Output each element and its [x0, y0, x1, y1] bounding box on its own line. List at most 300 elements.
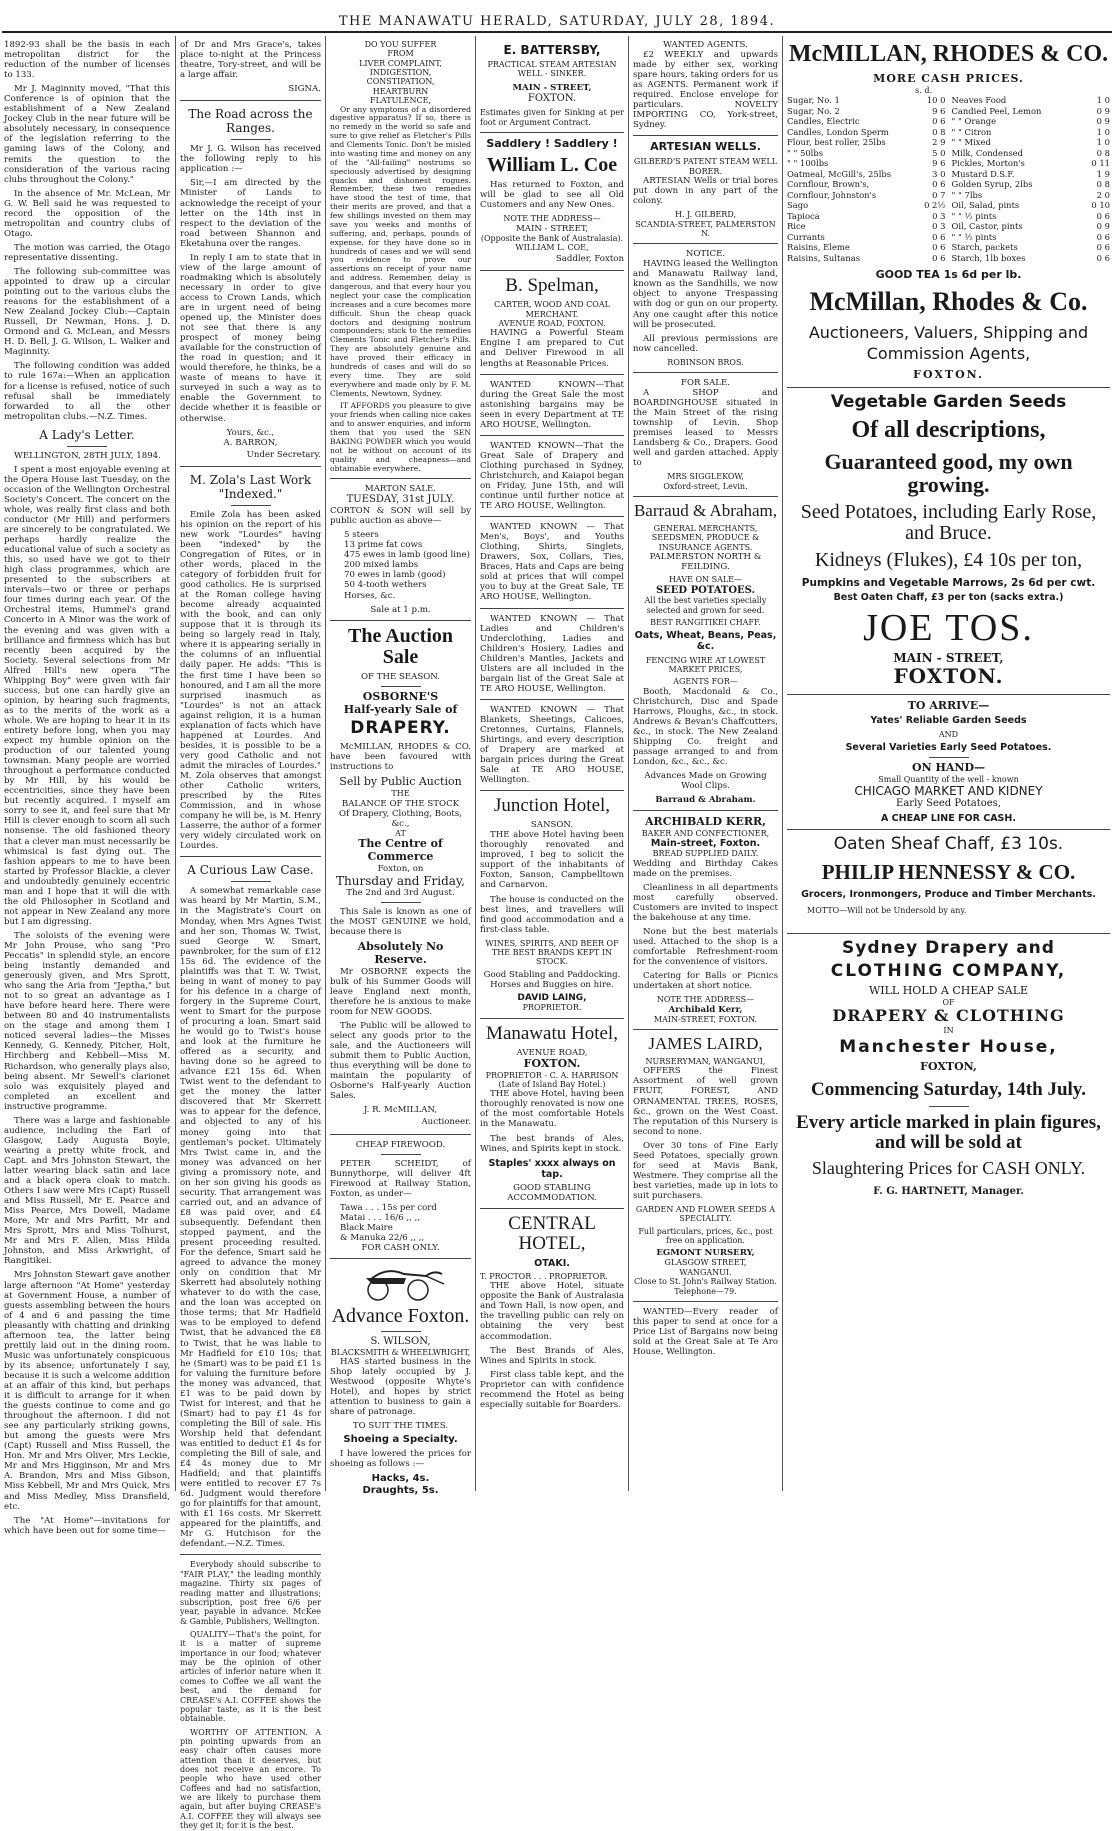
price-row: Starch, packets 0 6 [951, 242, 1110, 253]
divider [330, 1258, 471, 1259]
list-item: Horses, &c. [344, 590, 396, 601]
paragraph: Mr J. G. Wilson has received the following reply to his application :— [180, 144, 321, 175]
divider [231, 139, 271, 140]
ad-heading: JAMES LAIRD, [648, 1034, 763, 1054]
ad-date: TUESDAY, 31st JULY. [346, 494, 455, 506]
divider [231, 881, 271, 882]
ad-line: TO ARRIVE— [907, 698, 990, 712]
ad-heading: Manawatu Hotel, [486, 1022, 618, 1044]
price-row: " " 50lbs 5 0 [787, 147, 946, 158]
divider [330, 478, 471, 479]
ad-line: Close to St. John's Railway Station. [634, 1277, 777, 1287]
ad-line: Sell by Public Auction [339, 775, 462, 789]
list-item: & Manuka 22/6 ,, ,, [340, 1232, 425, 1243]
ad-line: AT [395, 828, 406, 838]
price-row: Candles, Electric 0 6 [787, 116, 946, 127]
ad-line: NURSERYMAN, WANGANUI, [645, 1057, 766, 1066]
ad-body: WANTED KNOWN — That Men's, Boys', and Youths Clothing, Shirts, Singlets, Drawers, Sox, Collars, Ties, Braces, Hats and Caps are being sold at prices that will compel you to buy at the Great Sale, TE ARO HOUSE, Wellington. [480, 522, 624, 603]
ad-body: The best brands of Ales, Wines, and Spirits kept in stock. [480, 1133, 624, 1154]
paragraph: Emile Zola has been asked his opinion on the report of his new work "Lourdes" having been "indexed" by the Congregation of Rites, or in other words, placed in the category of forbidden fruit for good catholics. He is surprised at the Roman college having become already acquainted with the book, and can only suppose that it is through its being so largely read in Italy, where it is appearing serially in the columns of an influential daily paper. He adds: "This is the first time I have been so honoured, and I am all the more surprised inasmuch as "Lourdes" is not an attack against religion, it is a human explanation of facts which have happened at Lourdes. And besides, it is possible to be a very good Catholic and not admit the miracles of Lourdes." M. Zola observes that amongst other Catholic writers, prescribed by the Rites Commission, and in whose company he will be, is M. Henry Lasserre, the author of a former very widely circulated work on Lourdes. [180, 509, 321, 852]
ad-line: FOXTON. [523, 1056, 581, 1070]
signature: H. J. GILBERD, [674, 210, 736, 220]
price-row: " " ½ pints 0 6 [951, 210, 1110, 221]
ad-body: CORTON & SON will sell by public auction as above— [330, 506, 471, 527]
ad-body: This Sale is known as one of the MOST GENUINE we hold, because there is [330, 906, 471, 938]
price-row: Cornflour, Brown's, 0 6 [787, 179, 946, 190]
ad-body: Wedding and Birthday Cakes made on the premises. [633, 858, 778, 879]
ad-line: GENERAL MERCHANTS, SEEDSMEN, PRODUCE & INSURANCE AGENTS. [651, 524, 760, 552]
ad-heading: McMillan, Rhodes & Co. [809, 287, 1088, 317]
column-divider [782, 36, 783, 1491]
ad-heading: Seed Potatoes, including Early Rose, and Bruce. [800, 500, 1097, 544]
price-row: Oil, Castor, pints 0 9 [951, 221, 1110, 232]
ad-line: Several Varieties Early Seed Potatoes. [845, 741, 1052, 753]
ad-line: FOXTON. [527, 92, 577, 104]
signature: SIGNA. [288, 84, 321, 95]
divider [231, 505, 271, 506]
ad-line: MAIN - STREET, [512, 82, 592, 93]
ad-line: GOOD TEA 1s 6d per lb. [875, 268, 1022, 282]
ad-line: GOOD STABLING ACCOMMODATION. [507, 1182, 597, 1203]
price-row: " " 7lbs 2 0 [951, 189, 1110, 200]
ad-heading: Junction Hotel, [493, 795, 611, 817]
ad-line: SEED POTATOES. [655, 584, 756, 596]
ad-body: WANTED KNOWN — That Blankets, Sheetings, Calicoes, Cretonnes, Curtains, Flannels, Shirtings, and every description of Drapery are marked at bargain prices during the Great Sale at TE ARO HOUSE, Wellington. [480, 704, 624, 786]
paragraph: The motion was carried, the Otago representative dissenting. [4, 242, 170, 263]
ad-body: HAVING leased the Wellington and Manawatu Railway land, known as the Sandhills, we now object to anyone Trespassing with dog or gun on our property. Any one caught after this notice will be prosecuted. [633, 259, 778, 330]
ad-line: FOR CASH ONLY. [361, 1242, 440, 1253]
paragraph: I spent a most enjoyable evening at the Opera House last Tuesday, on the occasion of the Wellington Orchestral Society's Concert. The concert on the whole, was really first class and both conductor (Mr Hill) and performers are sincerely to be congratulated. We perhaps hardly realize the educational value of such a society as this, so used have we got to their high class programmes, which are presented to the subscribers at intervals—two or three or perhaps four times during each year. Of the Orchestral items, Hummel's grand Concerto in A Minor was the work of the evening and was given with a brilliance and firmness which has but recently been acquired by the Society. Several selections from Mr Alfred Hill's new opera "The Whipping Boy" were given with fair success, but one can hardly give an opinion, by hearing such fragments, as to the merits of the work as a whole. We are hoping to hear it in its entirety before long, when you may expect my humble opinion on the production of our talented young townsman. Many people are worried throughout a performance conducted by Mr Hill, by his would be eccentricities, since they have been but recently acquired. I myself am sorry to see it, and feel sure that Mr Hill is clever enough to scorn all such nonsense. The old fashioned theory that a clever man must necessarily be whimsical is fast dying out. The fashion appears to me to have been started by Professor Blackie, a clever and undoubtedly genuinely eccentric man and I hope that it will die with the old Philosopher in Scotland and not appear in New Zealand any more but I am digressing. [4, 464, 170, 927]
ad-body: The Best Brands of Ales, Wines and Spirits in stock. [480, 1345, 624, 1366]
ad-heading: Guaranteed good, my own growing. [824, 448, 1073, 497]
divider [633, 496, 778, 497]
ad-heading: E. BATTERSBY, [503, 43, 601, 57]
price-row: Sugar, No. 1 10 0 [787, 95, 946, 106]
divider [480, 1018, 624, 1019]
divider [787, 829, 1110, 830]
price-row: Cornflour, Johnston's 0 7 [787, 189, 946, 200]
ad-heading: FOR SALE. [680, 378, 730, 389]
price-row: Sugar, No. 2 9 6 [787, 105, 946, 116]
ad-line: Good Stabling and Paddocking. [483, 969, 621, 980]
divider [381, 902, 421, 903]
ad-heading: PHILIP HENNESSY & CO. [821, 859, 1076, 884]
ad-heading: DRAPERY. [350, 718, 451, 739]
ad-line: PRACTICAL STEAM ARTESIAN WELL - SINKER. [487, 60, 617, 79]
divider [381, 686, 421, 687]
signature: Oxford-street, Levin. [663, 481, 748, 491]
ad-body: WANTED KNOWN — That Ladies and Children's Underclothing, Ladies and Children's Hosiery, Ladies and Children's Mantles, Jackets and Ulsters are all included in the bargain list of the Great Sale at TE ARO HOUSE, Wellington. [480, 613, 624, 694]
ad-line: MAIN - STREET, [893, 651, 1004, 666]
ad-line: WANGANUI. [679, 1267, 732, 1277]
divider [180, 466, 321, 467]
signature: MRS SIGGLEKOW, [667, 472, 744, 482]
ad-line: EGMONT NURSERY, [656, 1248, 755, 1259]
ad-line: DO YOU SUFFER [364, 40, 437, 49]
ad-line: Foxton, on [377, 863, 424, 874]
divider [480, 270, 624, 271]
ad-body: IT AFFORDS you pleasure to give your friends when calling nice cakes and to answer enquiries, and inform them that you used the SEN BAKING POWDER which you would not be without on account of its quality and cheapness—and obtainable everywhere. [330, 401, 471, 473]
list-item: 475 ewes in lamb (good line) [344, 550, 470, 561]
paragraph: 1892-93 shall be the basis in each metropolitan district for the reduction of the number of licenses to 133. [4, 40, 170, 81]
signature: Under Secretary. [246, 449, 321, 460]
ad-body: £2 WEEKLY and upwards made by either sex, working spare hours, taking orders for us as AGENTS. Permanent work if required. Enclose envelope for particulars. NOVELTY IMPORTING CO, York-street, Sydney. [633, 50, 778, 131]
ad-heading: Barraud & Abraham, [633, 501, 778, 521]
paragraph: Sir,—I am directed by the Minister of Lands to acknowledge the receipt of your letter on the 14th inst in respect to the deviation of the road between Shannon and Eketahuna over the ranges. [180, 178, 321, 249]
ad-body: Has returned to Foxton, and will be glad to see all Old Customers and any New Ones. [480, 180, 624, 211]
ad-line: MAIN - STREET, [515, 223, 589, 234]
ad-heading: Every article marked in plain figures, and will be sold at [796, 1112, 1101, 1154]
ad-line: T. PROCTOR . . . PROPRIETOR. [480, 1271, 608, 1281]
ad-heading: ARCHIBALD KERR, [645, 815, 766, 829]
price-row: Golden Syrup, 2lbs 0 8 [951, 179, 1110, 190]
ad-heading: Of all descriptions, [851, 417, 1046, 444]
ad-line: INDIGESTION, [369, 68, 432, 78]
ad-line: BALANCE OF THE STOCK [341, 798, 460, 809]
ad-heading: JOE TOS. [863, 607, 1034, 650]
ad-line: OSBORNE'S [362, 689, 439, 703]
paragraph: The soloists of the evening were Mr John Prouse, who sang "Pro Peccatis" in splendid style, an encore being instantly demanded and generously given, and Mrs Sprott, who sang the Aria from "Jeptha," but not to so great an advantage as I have before heard here. There were between 80 and 40 instrumentalists on the stage and among them I noticed several ladies—the Misses Kennedy, G. Kennedy, Pitcher, Holt, Hirchberg and Kebbell—Miss M. Richardson, who generally plays also, being absent. Mr Sewell's clarionet solo was exquisitely played and completed an excellent and instructive programme. [4, 930, 170, 1112]
price-row: Flour, best roller, 25lbs 2 9 [787, 137, 946, 148]
ad-line: Staples' xxxx always on tap. [488, 1157, 616, 1180]
paragraph: In the absence of Mr. McLean, Mr G. W. Bell said he was requested to record the opposition of the metropolitan and country clubs of Otago. [4, 188, 170, 239]
ad-line: NOTE THE ADDRESS— [656, 995, 755, 1005]
ad-line: Auctioneers, Valuers, Shipping and Commission Agents, [808, 322, 1089, 364]
ad-line: BREAD SUPPLIED DAILY. [652, 849, 759, 859]
paragraph: QUALITY—That's the point, for it is a matter of supreme importance in our food; whatever may be the opinion of other articles of inferior nature when it comes to Coffee we all want the best, and the demand for CREASE's A.I. COFFEE shows the popular taste, as it is the best obtainable. [180, 1630, 321, 1724]
ad-body: I have lowered the prices for shoeing as follows :— [330, 1449, 471, 1470]
ad-line: The Centre of Commerce [358, 837, 443, 863]
list-item: 13 prime fat cows [344, 540, 423, 551]
divider [330, 620, 471, 621]
signature: Auctioneer. [421, 1117, 471, 1128]
price-row: " " ½ pints 0 6 [951, 231, 1110, 242]
ad-line: All the best varieties specially selected and grown for seed. [644, 596, 767, 615]
ad-line: MOTTO—Will not be Undersold by any. [807, 906, 967, 916]
ad-line: CHICAGO MARKET AND KIDNEY [854, 784, 1043, 799]
ad-line: GLASGOW STREET, [664, 1258, 747, 1268]
divider [180, 1554, 321, 1555]
ad-body: Catering for Balls or Picnics undertaken at short notice. [633, 971, 778, 992]
column-divider [175, 36, 176, 1491]
ad-heading: Slaughtering Prices for CASH ONLY. [811, 1158, 1086, 1179]
price-list [330, 1203, 471, 1243]
signature: DAVID LAING, [517, 992, 587, 1003]
list-item: 5 steers [344, 530, 379, 541]
divider [480, 516, 624, 517]
divider [929, 757, 969, 758]
price-row: Mustard D.S.F. 1 9 [951, 168, 1110, 179]
divider [633, 810, 778, 811]
ad-heading: WANTED AGENTS. [663, 40, 748, 50]
ad-line: Yates' Reliable Garden Seeds [870, 715, 1027, 727]
divider [480, 374, 624, 375]
price-row: " " Citron 1 0 [951, 126, 1110, 137]
carriage-illustration [356, 1264, 446, 1302]
column-1 [4, 40, 170, 1536]
ad-line: MORE CASH PRICES. [873, 72, 1024, 86]
ad-line: PROPRIETOR - C. A. HARRISON [485, 1070, 619, 1080]
column-divider [325, 36, 326, 1491]
divider [633, 372, 778, 373]
article-heading: A Curious Law Case. [187, 863, 314, 878]
livestock-list [330, 530, 471, 600]
ad-heading: NOTICE. [685, 249, 726, 260]
ad-line: WINES, SPIRITS, AND BEER OF THE BEST BRANDS KEPT IN STOCK. [485, 938, 619, 967]
ad-heading: DRAPERY & CLOTHING [832, 1006, 1065, 1026]
ad-line: Of Drapery, Clothing, Boots, &c., [339, 808, 462, 829]
ad-line: GILBERD'S PATENT STEAM WELL BORER. [633, 157, 778, 176]
price-table [787, 95, 1110, 263]
signature: ROBINSON BROS. [667, 357, 744, 367]
divider [787, 933, 1110, 934]
price-row: " " Mixed 1 0 [951, 137, 1110, 148]
ad-line: Small Quantity of the well - known [878, 774, 1019, 784]
ad-line: Full particulars, prices, &c., post free on application. [638, 1226, 773, 1246]
ad-line: Sale at 1 p.m. [370, 604, 431, 615]
divider [480, 1208, 624, 1209]
ad-line: HEARTBURN [372, 86, 429, 96]
divider [633, 135, 778, 136]
price-row: Raisins, Sultanas 0 6 [787, 252, 946, 263]
dateline: WELLINGTON, 28TH JULY, 1894. [14, 450, 161, 461]
signature: J. R. McMILLAN, [363, 1105, 438, 1116]
price-row: Candles, London Sperm 0 8 [787, 126, 946, 137]
signature: Barraud & Abraham. [655, 795, 756, 806]
ad-line: Draughts, 5s. [362, 1484, 439, 1496]
ad-heading: CHEAP FIREWOOD. [355, 1139, 446, 1150]
ad-body: THE above Hotel, situate opposite the Bank of Australasia and Town Hall, is now open, and the travelling public can rely on obtaining the very best accommodation. [480, 1281, 624, 1342]
column-4 [480, 40, 624, 1490]
list-item: Tawa . . . 15s per cord [340, 1202, 437, 1213]
ad-heading: Kidneys (Flukes), £4 10s per ton, [814, 548, 1083, 571]
signature: PROPRIETOR. [522, 1003, 582, 1013]
divider [480, 435, 624, 436]
ad-line: THE [391, 789, 410, 799]
ad-line: NOTE THE ADDRESS— [503, 214, 601, 224]
paragraph: of Dr and Mrs Grace's, takes place to-night at the Princess theatre, Tory-street, and will be a large affair. [180, 40, 321, 81]
ad-line: Telephone—79. [674, 1286, 737, 1296]
divider [480, 608, 624, 609]
ad-line: FOXTON, [920, 1060, 977, 1074]
list-item: Matai . . . 16/6 ,, ,, [340, 1212, 421, 1223]
ad-heading: Sydney Drapery and [842, 938, 1055, 959]
ad-line: Advances Made on Growing Wool Clips. [644, 771, 767, 792]
ad-line: WILL HOLD A CHEAP SALE [868, 984, 1029, 998]
column-5 [633, 40, 778, 1490]
signature: F. G. HARTNETT, Manager. [873, 1185, 1024, 1197]
ad-body: WANTED KNOWN—That during the Great Sale the most astonishing bargains may be seen in every Department at TE ARO HOUSE, Wellington. [480, 379, 624, 430]
ad-body: The house is conducted on the best lines, and travellers will find good accommodation and a first-class table. [480, 894, 624, 935]
ad-line: HAVE ON SALE— [668, 575, 743, 585]
ad-line: SANSON. [530, 820, 574, 831]
masthead [0, 0, 1114, 34]
ad-body: A SHOP and BOARDINGHOUSE situated in the Main Street of the rising township of Levin. Shop premises leased to Messrs Landsberg & Co., Drapers. Good well and garden attached. Apply to [633, 388, 778, 469]
ad-line: GARDEN AND FLOWER SEEDS A SPECIALITY. [635, 1204, 776, 1224]
column-6 [787, 40, 1110, 1490]
ad-line: FOXTON. [913, 367, 984, 381]
divider [633, 1029, 778, 1030]
divider [480, 790, 624, 791]
ad-line: (Opposite the Bank of Australasia). [480, 233, 624, 243]
ad-line: OF [942, 998, 955, 1008]
ad-heading: Vegetable Garden Seeds [830, 391, 1067, 412]
ad-line: ON HAND— [912, 761, 985, 774]
article-heading: A Lady's Letter. [39, 427, 135, 442]
ad-line: AGENTS FOR— [673, 677, 738, 687]
ad-heading: The Auction Sale [347, 624, 454, 668]
price-row: " " 100lbs 9 6 [787, 158, 946, 169]
list-item: 50 4-tooth wethers [344, 580, 427, 591]
ad-heading: Saddlery ! Saddlery ! [486, 137, 618, 151]
article-heading: The Road across the Ranges. [188, 107, 313, 136]
ad-line: LIVER COMPLAINT, [359, 58, 442, 68]
ad-heading: Commencing Saturday, 14th July. [810, 1079, 1086, 1101]
ad-line: Early Seed Potatoes, [896, 798, 1001, 810]
signature: A. BARRON, [223, 437, 278, 448]
ad-line: The 2nd and 3rd August. [346, 887, 455, 898]
divider [330, 1134, 471, 1135]
ad-line: BEST RANGITIKEI CHAFF. [650, 617, 761, 627]
price-column-left [787, 95, 946, 263]
ad-body: PETER SCHEIDT, of Bunnythorpe, will deliver 4ft Firewood at Railway Station, Foxton, as under— [330, 1158, 471, 1199]
ad-body: HAVING a Powerful Steam Engine I am prepared to Cut and Deliver Firewood in all lengths at Reasonable Prices. [480, 328, 624, 369]
paragraph: The "At Home"—invitations for which have been out for some time— [4, 1515, 170, 1536]
price-row: Rice 0 3 [787, 221, 946, 232]
ad-line: IN [943, 1026, 954, 1036]
price-row: Raisins, Eleme 0 6 [787, 242, 946, 253]
signature: Yours, &c., [226, 427, 275, 438]
paragraph: Mr J. Maginnity moved, "That this Conference is of opinion that the establishment of a New Zealand Jockey Club in the near future will be absolutely necessary, in consequence of the legislation referring to the gaming laws of the Colony, and remits the question to the consideration of the various racing clubs throughout the Colony." [4, 84, 170, 185]
price-row: Candied Peel, Lemon 0 9 [951, 105, 1110, 116]
ad-line: Shoeing a Specialty. [343, 1434, 458, 1446]
ad-line: TO SUIT THE TIMES. [352, 1421, 449, 1432]
ad-line: CARTER, WOOD AND COAL MERCHANT. [494, 300, 610, 319]
list-item: 70 ewes in lamb (good) [344, 570, 446, 581]
divider [180, 856, 321, 857]
signature: Saddler, Foxton [555, 254, 624, 265]
paragraph: The following condition was added to rule 167a:—When an application for a license is refused, notice of such refusal shall be immediately forwarded to all the other metropolitan clubs.—N.Z. Times. [4, 361, 170, 422]
ad-body: WANTED KNOWN—That the Great Sale of Drapery and Clothing purchased in Sydney, Christchurch, and Kaiapoi began on Friday, June 15th, and will continue until further notice at TE ARO HOUSE, Wellington. [480, 440, 624, 512]
ad-line: Oats, Wheat, Beans, Peas, &c. [634, 630, 777, 653]
price-row: Pickles, Morton's 0 11 [951, 158, 1110, 169]
masthead-title: THE MANAWATU HERALD, SATURDAY, JULY 28, 1894. [338, 14, 776, 29]
article-heading: M. Zola's Last Work "Indexed." [189, 472, 312, 501]
ad-body: OFFERS the Finest Assortment of well grown FRUIT, FOREST, AND ORNAMENTAL TREES, ROSES, &c., grown on the West Coast. The reputation of this Nursery is second to none. [633, 1066, 778, 1137]
ad-line: CONSTIPATION, [366, 77, 435, 87]
divider [480, 132, 624, 133]
ad-line: AVENUE ROAD, FOXTON. [498, 319, 606, 329]
column-divider [475, 36, 476, 1491]
ad-body: The Public will be allowed to select any goods prior to the sale, and the Auctioneers will submit them to Public Auction, thus everything will be done to maintain the popularity of Osborne's Half-yearly Auction Sales. [330, 1021, 471, 1102]
ad-heading: MARTON SALE. [364, 484, 437, 495]
ad-body: First class table kept, and the Proprietor can with confidence recommend the Hotel as being especially suitable for Boarders. [480, 1369, 624, 1410]
ad-heading: CLOTHING COMPANY, [830, 961, 1067, 982]
price-row: Starch, 1lb boxes 0 6 [951, 252, 1110, 263]
ad-heading: B. Spelman, [505, 275, 599, 297]
ad-line: BLACKSMITH & WHEELWRIGHT, [330, 1347, 471, 1357]
ad-body: Or any symptoms of a disordered digestive apparatus? If so, there is no remedy in the world so safe and sure to give relief as Fletcher's Pills and Clements Tonic. Don't be misled into wasting time and money on any of the "All-failing" nostrums so speciously advertised by designing quacks and dishonest rogues. Remember, these two remedies have stood the test of time, that their merits are proved, and that a few shillings invested on them may save you weeks and months of suffering, and, perhaps, pounds of expense, for they have done so in hundreds of cases and we will send you evidence to prove our assertions on receipt of your name and address. Remember, delay is dangerous, and that every hour you neglect your case the complication increases and a cure becomes more difficult. Shun the cheap quack doctors and designing nostrum compounders; stick to the remedies Clements Tonic and Fletcher's Pills. They are absolutely genuine and have proved their efficacy in hundreds of cases and will do so every time. They are sold everywhere and made only by F. M. Clements, Newtown, Sydney. [330, 104, 472, 398]
ad-body: Estimates given for Sinking at per foot or Argument Contract. [480, 108, 624, 127]
paragraph: There was a large and fashionable audience, including the Earl of Glasgow, Lady Augusta Boyle, wearing a pretty white frock, and Capt. and Mrs Johnston Stewart, the latter wearing black satin and lace and a black opera cloak to match. Others I saw were Mrs (Capt) Russell and Miss Russell, Mr E. Pearce and Miss Pearce, Mrs Dowell, Madame More, Mr and Mrs Parfitt, Mr and Mrs Sprott, Mrs and Miss Tolhurst, Mr and Mrs F. Allen, Miss Hilda Johnston, and Miss Arkwright, of Rangitikei. [4, 1115, 170, 1267]
ad-body: THE above Hotel having been thoroughly renovated and improved, I beg to solicit the support of the inhabitants of Foxton, Sanson, Campbelltown and Carnarvon. [480, 830, 624, 891]
divider [67, 446, 107, 447]
ad-line: FOXTON. [893, 664, 1004, 689]
price-row: Milk, Condensed 0 8 [951, 147, 1110, 158]
ad-body: WANTED—Every reader of this paper to send at once for a Price List of Bargains now being sold at the Great Sale at Te Aro House, Wellington. [633, 1306, 778, 1358]
ad-heading: McMILLAN, RHODES & CO. [788, 41, 1109, 67]
ad-line: Absolutely No Reserve. [357, 940, 444, 966]
paragraph: Everybody should subscribe to "FAIR PLAY," the leading monthly magazine. Thirty six pages of reading matter and illustrations; subscription, post free 6/6 per year, payable in advance. McKee & Gamble, Publishers, Wellington. [180, 1560, 321, 1626]
ad-body: McMILLAN, RHODES & CO. have been favoured with instructions to [330, 742, 471, 773]
ad-line: Main-street, Foxton. [650, 838, 761, 850]
paragraph: A somewhat remarkable case was heard by Mr Martin, S.M., in the Magistrate's Court on Monday, when Mrs Agnes Twist and her son, Thomas W. Twist, sued George W. Smart, pawnbroker, for the sum of £12 15s 6d. The evidence of the plaintiffs was that T. W. Twist, being in want of money to pay for his defence in a charge of forgery in the Supreme Court, went to Smart for the purpose of procuring a loan. Smart said he would go to Twist's house and look at the furniture he offered as a security, and having done so he agreed to advance £21 15s 6d. When Twist went to the defendant to get the money the latter discovered that Mr Skerrett was to appear for the defence, and objected to any of his money going into that gentleman's pocket. Ultimately Mrs Twist came in, and the money was advanced on her giving a promissory note, and on her son giving his goods as security. That arrangement was carried out, and an advance of £8 was paid over, and £4 subsequently. Defendant then stopped payment, and the present proceeding resulted. For the defence, Smart said he agreed to advance the money only on condition that Mr Skerrett had absolutely nothing whatever to do with the case, and the loan was accepted on those terms; that Mr Hadfield was to be employed to defend Twist, that he advanced the £8 to Twist, that he was liable to Mr Hadfield for £10 10s; that he (Smart) was to be paid £1 1s for valuing the furniture before the money was advanced, that £1 was to be paid down by Twist for interest, and that he (Smart) had to pay £1 4s for completing the Bill of sale. His Worship held that defendant was entitled to deduct £1 4s for completing the Bill of sale, and £4 4s money due to Mr Hadfield; and that plaintiffs were entitled to recover £7 7s 6d. Judgment would therefore go for plaintiffs for that amount, with £1 16s costs. Mr Skerrett appeared for the plaintiffs, and Mr G. Hutchison for the defendant.—N.Z. Times. [180, 886, 321, 1550]
price-row: Oatmeal, McGill's, 25lbs 3 0 [787, 168, 946, 179]
ad-body: Booth, Macdonald & Co., Christchurch, Disc and Spade Harrows, Ploughs, &c., in stock. Andrews & Bevan's Chaffcutters, &c., in stock. The New Zealand Shipping Co. freight and passage arranged to and from London, &c., &c., &c. [633, 686, 778, 767]
masthead-rule [2, 31, 1112, 33]
ad-body: Cleanliness in all departments most carefully observed. Customers are invited to inspect the bakehouse at any time. [633, 882, 778, 924]
divider [633, 1301, 778, 1302]
paragraph: The following sub-committee was appointed to draw up a circular pointing out to the various clubs the reasons for the establishment of a New Zealand Jockey Club:—Captain Russell, Dr Newman, Hons. J. D. Ormond and G. McLean, and Messrs H. D. Bell, J. G. Wilson, L. Walker and Maginnity. [4, 266, 170, 358]
price-row: Oil, Salad, pints 0 10 [951, 200, 1110, 211]
ad-body: None but the best materials used. Attached to the shop is a comfortable Refreshment-room for the convenience of visitors. [633, 927, 778, 968]
divider [929, 1106, 969, 1107]
ad-line: FLATULENCE, [370, 96, 431, 106]
list-item: 200 mixed lambs [344, 560, 419, 571]
ad-line: FENCING WIRE AT LOWEST MARKET PRICES, [645, 655, 766, 674]
ad-body: Mr OSBORNE expects the bulk of his Summer Goods will leave England next month, therefore he is anxious to make room for NEW GOODS. [330, 966, 471, 1017]
divider [180, 100, 321, 101]
ad-line: Pumpkins and Vegetable Marrows, 2s 6d per cwt. [801, 576, 1096, 589]
ad-heading: Oaten Sheaf Chaff, £3 10s. [833, 834, 1064, 855]
ad-line: A CHEAP LINE FOR CASH. [881, 812, 1016, 824]
divider [787, 387, 1110, 388]
ad-line: OF THE SEASON. [361, 671, 440, 682]
ad-line: Half-yearly Sale of [343, 702, 458, 716]
ad-body: ARTESIAN Wells or trial bores put down in any part of the colony. [633, 176, 778, 207]
signature: WILLIAM L. COE, [515, 242, 589, 252]
signature: SCANDIA-STREET, PALMERSTON N. [635, 219, 776, 238]
ad-heading: ARTESIAN WELLS. [650, 140, 761, 154]
divider [787, 694, 1110, 695]
price-row: " " Orange 0 9 [951, 116, 1110, 127]
paragraph: WORTHY OF ATTENTION. A pin pointing upwards from an easy chair often causes more attention than it deserves, but does not receive an encore. To people who have used other Coffees and had no satisfaction, we are likely to purchase them again, but after buying CREASE's A.I. COFFEE they will always see they get it; for it is the best. [180, 1727, 321, 1831]
ad-heading: William L. Coe [486, 154, 618, 177]
list-item: Black Maire [340, 1222, 393, 1233]
ad-line: Best Oaten Chaff, £3 per ton (sacks extra.) [833, 592, 1064, 604]
paragraph: In reply I am to state that in view of the large amount of roadmaking which is absolutely necessary in order to give access to Crown Lands, which are in urgent need of being opened up, the Minister does not see that there is any prospect of money being available for the construction of the road in question; and it would therefore, he thinks, be a waste of means to have it surveyed in such a way as to enable the Government to decide whether it is feasible or otherwise. [180, 252, 321, 424]
price-row: Sago 0 2½ [787, 200, 946, 211]
ad-body: HAS started business in the Shop lately occupied by J. Westwood (opposite Whyte's Hotel), and hopes by strict attention to business to gain a share of patronage. [330, 1357, 471, 1418]
ad-line: PALMERSTON NORTH & FEILDING. [649, 552, 762, 573]
divider [381, 1331, 421, 1332]
divider [633, 243, 778, 244]
price-column-right [952, 95, 1111, 263]
divider [480, 699, 624, 700]
paragraph: Mrs Johnston Stewart gave another large afternoon "At Home" yesterday at Government House, a number of guests assembling between the hours of 4 and 6 and passing the time pleasantly with chatting and drinking afternoon tea, the latter being prettily laid out in the dining room. Music was unfortunately conspicuous by its absence; unfortunately I say, because it is such a welcome addition at an affair of this kind, but perhaps it is difficult to arrange for it when the guests continue to come and go throughout the afternoon. I did not see any particularly striking gowns, but among the guests were Mrs (Capt) Russell and Miss Russell, the Hon. Mr and Mrs Oliver, Mrs Leckie, Mr and Mrs Higginson, Mr and Mrs A. Brandon, Mrs and Miss Gibson, Miss Kebbell, Mr and Mrs Quick, Mrs and Miss Medley, Miss Dransfield, etc. [4, 1270, 170, 1512]
ad-heading: Manchester House, [839, 1037, 1058, 1058]
ad-line: Thursday and Friday, [336, 873, 465, 888]
column-divider [628, 36, 629, 1491]
price-header: s. d. [915, 86, 932, 96]
ad-body: All previous permissions are now cancelled. [633, 333, 778, 354]
ad-body: THE above Hotel, having been thoroughly renovated is now one of the most comfortable Hotels in the Manawatu. [480, 1089, 624, 1130]
signature: Archibald Kerr, [668, 1004, 743, 1015]
price-row: Neaves Food 1 0 [951, 95, 1110, 106]
ad-line: OTAKI. [534, 1257, 570, 1269]
column-3 [330, 40, 472, 1496]
ad-line: FROM [387, 49, 414, 59]
